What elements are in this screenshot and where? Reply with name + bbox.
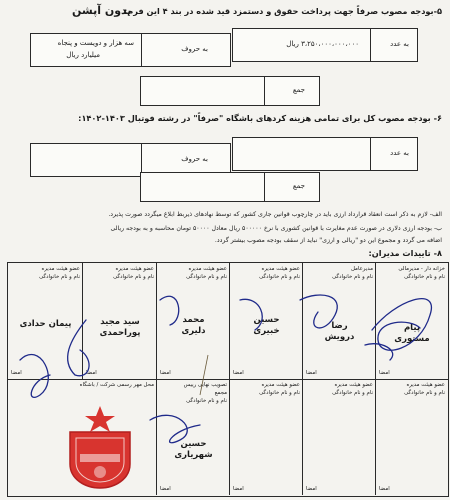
cell-name-label: نام و نام خانوادگی [332, 274, 373, 280]
cell-name-label: نام و نام خانوادگی [186, 398, 227, 404]
cell-name-label: نام و نام خانوادگی [404, 274, 445, 280]
cell-name-label: نام و نام خانوادگی [113, 274, 154, 280]
cell-name-label: نام و نام خانوادگی [404, 390, 445, 396]
cell-role: عضو هیئت مدیره [261, 382, 300, 388]
cell-role: عضو هیئت مدیره [261, 266, 300, 272]
cell-role: عضو هیئت مدیره [406, 382, 445, 388]
cell-sign-label: امضا [86, 370, 97, 376]
cell-role: تصویب نهایی رییس [183, 382, 227, 388]
club-stamp-icon [60, 404, 140, 490]
cell-role: عضو هیئت مدیره [334, 382, 373, 388]
cell-role: عضو هیئت مدیره [188, 266, 227, 272]
cell-role: محل مهر رسمی شرکت / باشگاه [79, 382, 154, 388]
note-a: الف- لازم به ذکر است انعقاد قرارداد ارزی باید در چارچوب قوانین جاری کشور که توسط نهادهای ذیربط ابلاغ میگردد صورت پذیرد. [108, 211, 442, 218]
sum-label: جمع [292, 86, 305, 94]
note-b: ب- بودجه ارزی دلاری در صورت عدم مغایرت با قوانین کشوری با نرخ ۵۰۰۰۰۰ ریال معادل ۵۰۰۰۰ تومان محاسبه و به بودجه ریالی [110, 225, 442, 232]
cell-sign-label: امضا [306, 486, 317, 492]
cell-role: عضو هیئت مدیره [115, 266, 154, 272]
cell-name: رضا درویش [324, 321, 355, 342]
cell-sign-label: امضا [160, 370, 171, 376]
cell-sign-label: امضا [11, 370, 22, 376]
cell-role: مدیرعامل [350, 266, 373, 272]
numeric-label: به عدد [390, 149, 409, 157]
cell-sign-label: امضا [160, 486, 171, 492]
cell-name: پیمان حدادی [19, 319, 72, 329]
cell-role: خزانه دار - مدیرمالی [398, 266, 445, 272]
cell-name: سید مجید پوراحمدی [99, 317, 141, 338]
cell-sign-label: امضا [306, 370, 317, 376]
cell-sign-label: امضا [379, 486, 390, 492]
cell-name: پیام مستوری [394, 323, 430, 344]
note-b-continued: اضافه می گردد و مجموع این دو "ریالی و ارزی" نباید از سقف بودجه مصوب بیشتر گردد. [214, 237, 442, 244]
cell-name: حسین شهریاری [174, 439, 213, 460]
cell-sign-label: امضا [233, 370, 244, 376]
cell-name-label: نام و نام خانوادگی [332, 390, 373, 396]
sum-label: جمع [292, 182, 305, 190]
numeric-value: ۳،۲۵۰،۰۰۰،۰۰۰،۰۰۰ ریال [286, 40, 359, 48]
no-option-label: بدون آپشن [72, 4, 132, 17]
cell-role-cont: مجمع [214, 390, 227, 396]
cell-name-label: نام و نام خانوادگی [259, 274, 300, 280]
numeric-label: به عدد [390, 40, 409, 48]
cell-name: محمد دلیری [181, 315, 206, 336]
cell-name: حسین خبیری [253, 315, 280, 336]
cell-name-label: نام و نام خانوادگی [39, 274, 80, 280]
section8-title: ۸- تاییدات مدیران: [368, 248, 442, 258]
letters-value-line2: میلیارد ریال [66, 51, 100, 59]
cell-sign-label: امضا [379, 370, 390, 376]
section6-title: ۶- بودجه مصوب کل برای تمامی هزینه کردهای باشگاه "صرفاً" در رشته فوتبال ۱۴۰۳-۱۴۰۲: [78, 113, 442, 123]
cell-role: عضو هیئت مدیره [41, 266, 80, 272]
letters-label: به حروف [181, 45, 208, 53]
letters-label: به حروف [181, 155, 208, 163]
section5-title: ۵-بودجه مصوب صرفاً جهت پرداخت حقوق و دستمزد قید شده در بند ۴ این فرم: [123, 6, 442, 16]
cell-name-label: نام و نام خانوادگی [259, 390, 300, 396]
cell-name-label: نام و نام خانوادگی [186, 274, 227, 280]
cell-sign-label: امضا [233, 486, 244, 492]
letters-value-line1: سه هزار و دویست و پنجاه [57, 39, 134, 47]
